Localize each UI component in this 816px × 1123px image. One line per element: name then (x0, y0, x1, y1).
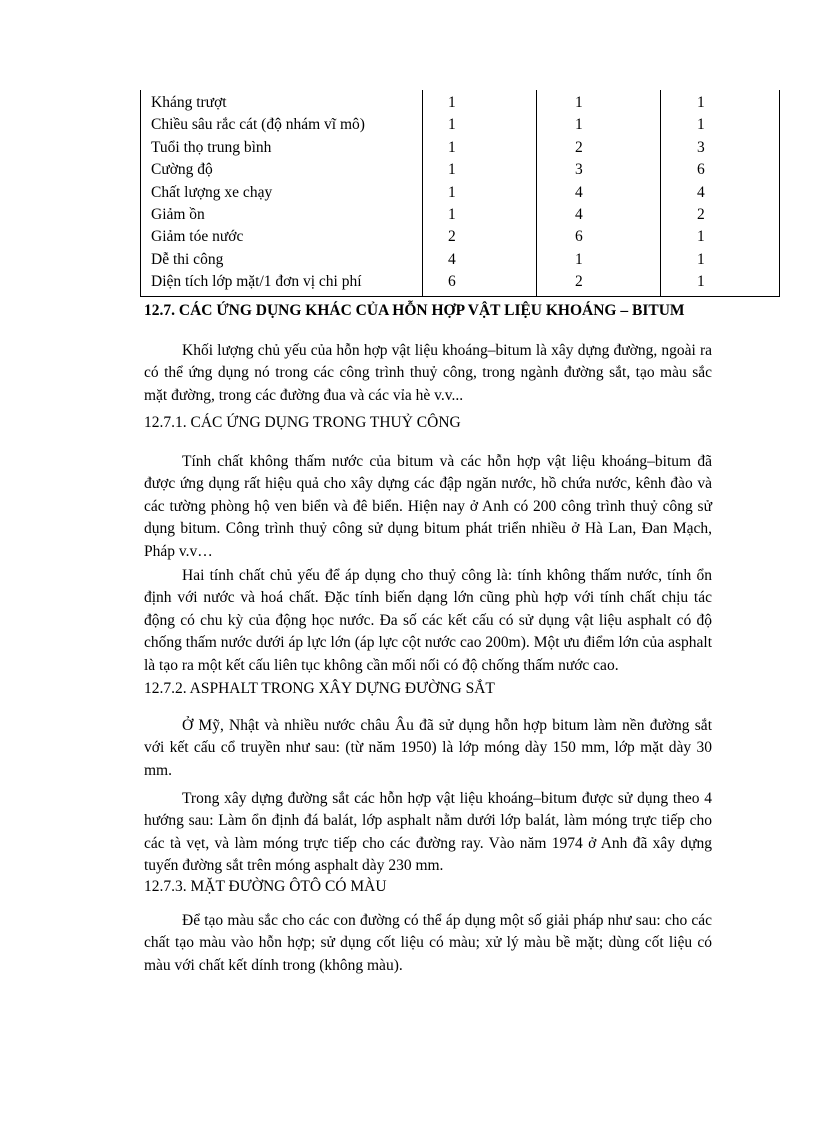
row-label: Diện tích lớp mặt/1 đơn vị chi phí (141, 271, 423, 296)
railway-paragraph-1 (144, 715, 712, 782)
value-col-1: 2 (423, 226, 537, 248)
subsection-heading-railway: 12.7.2. ASPHALT TRONG XÂY DỰNG ĐƯỜNG SẮT (144, 680, 495, 697)
value-col-1: 4 (423, 249, 537, 271)
value-col-1: 1 (423, 204, 537, 226)
section-title: 12.7. CÁC ỨNG DỤNG KHÁC CỦA HỖN HỢP VẬT LIỆU KHOÁNG – BITUM (144, 302, 685, 319)
value-col-2: 3 (537, 159, 661, 181)
criteria-table (140, 90, 780, 297)
value-col-1: 1 (423, 159, 537, 181)
criteria-table-body (141, 90, 780, 296)
paragraph-text: Ở Mỹ, Nhật và nhiều nước châu Âu đã sử dụng hỗn hợp bitum làm nền đường sắt với kết cấu cổ truyền như sau: (từ năm 1950) là lớp móng dày 150 mm, lớp mặt dày 30 mm. (144, 717, 712, 779)
row-label: Chất lượng xe chạy (141, 182, 423, 204)
value-col-1: 6 (423, 271, 537, 296)
paragraph-text: Hai tính chất chủ yếu để áp dụng cho thuỷ công là: tính không thấm nước, tính ổn định với nước và hoá chất. Đặc tính biến dạng lớn cũng phù hợp với tính chất chịu tác động có chu kỳ của động học nước. Đa số các kết cấu có sử dụng vật liệu asphalt có độ chống thấm nước dưới áp lực lớn (áp lực cột nước cao 200m). Một ưu điểm lớn của asphalt là tạo ra một kết cấu liên tục không cần mối nối có độ chống thấm nước cao. (144, 567, 712, 674)
value-col-3: 2 (661, 204, 780, 226)
row-label: Giảm tóe nước (141, 226, 423, 248)
value-col-1: 1 (423, 182, 537, 204)
value-col-3: 3 (661, 137, 780, 159)
subsection-heading-colored-road: 12.7.3. MẶT ĐƯỜNG ÔTÔ CÓ MÀU (144, 878, 387, 895)
value-col-1: 1 (423, 90, 537, 114)
table-row (141, 271, 780, 296)
row-label: Tuổi thọ trung bình (141, 137, 423, 159)
railway-paragraph-2 (144, 788, 712, 878)
criteria-table-wrapper (140, 90, 711, 297)
value-col-3: 1 (661, 90, 780, 114)
row-label: Cường độ (141, 159, 423, 181)
value-col-2: 1 (537, 90, 661, 114)
paragraph-text: Để tạo màu sắc cho các con đường có thể áp dụng một số giải pháp như sau: cho các chất tạo màu vào hỗn hợp; sử dụng cốt liệu có màu; xử lý màu bề mặt; dùng cốt liệu có màu với chất kết dính trong (không màu). (144, 912, 712, 974)
value-col-2: 2 (537, 137, 661, 159)
table-row (141, 249, 780, 271)
table-row (141, 114, 780, 136)
value-col-1: 1 (423, 114, 537, 136)
value-col-3: 1 (661, 114, 780, 136)
value-col-3: 6 (661, 159, 780, 181)
hydraulic-paragraph-2 (144, 565, 712, 677)
value-col-3: 1 (661, 226, 780, 248)
table-row (141, 90, 780, 114)
table-row (141, 204, 780, 226)
value-col-2: 6 (537, 226, 661, 248)
hydraulic-paragraph-1 (144, 451, 712, 563)
row-label: Kháng trượt (141, 90, 423, 114)
table-row (141, 226, 780, 248)
table-row (141, 182, 780, 204)
value-col-3: 1 (661, 271, 780, 296)
row-label: Giảm ồn (141, 204, 423, 226)
value-col-2: 1 (537, 249, 661, 271)
paragraph-text: Khối lượng chủ yếu của hỗn hợp vật liệu khoáng–bitum là xây dựng đường, ngoài ra có thể ứng dụng nó trong các công trình thuỷ công, trong ngành đường sắt, tạo màu sắc mặt đường, trong các đường đua và các vỉa hè v.v... (144, 342, 712, 404)
value-col-2: 1 (537, 114, 661, 136)
section-intro-paragraph (144, 340, 712, 407)
table-row (141, 159, 780, 181)
colored-road-paragraph-1 (144, 910, 712, 977)
value-col-2: 2 (537, 271, 661, 296)
value-col-2: 4 (537, 204, 661, 226)
paragraph-text: Tính chất không thấm nước của bitum và các hỗn hợp vật liệu khoáng–bitum đã được ứng dụng rất hiệu quả cho xây dựng các đập ngăn nước, hồ chứa nước, kênh đào và các tường phòng hộ ven biển và đê biển. Hiện nay ở Anh có 200 công trình thuỷ công sử dụng bitum. Công trình thuỷ công sử dụng bitum phát triển nhiều ở Hà Lan, Đan Mạch, Pháp v.v… (144, 453, 712, 560)
row-label: Chiều sâu rắc cát (độ nhám vĩ mô) (141, 114, 423, 136)
value-col-3: 4 (661, 182, 780, 204)
table-row (141, 137, 780, 159)
subsection-heading-hydraulic: 12.7.1. CÁC ỨNG DỤNG TRONG THUỶ CÔNG (144, 414, 461, 431)
value-col-3: 1 (661, 249, 780, 271)
paragraph-text: Trong xây dựng đường sắt các hỗn hợp vật liệu khoáng–bitum được sử dụng theo 4 hướng sau: Làm ổn định đá balát, lớp asphalt nằm dưới lớp balát, làm móng trực tiếp cho các tà vẹt, và làm móng trực tiếp cho các đường ray. Vào năm 1974 ở Anh đã xây dựng tuyến đường sắt trên móng asphalt dày 230 mm. (144, 790, 712, 875)
value-col-1: 1 (423, 137, 537, 159)
row-label: Dễ thi công (141, 249, 423, 271)
value-col-2: 4 (537, 182, 661, 204)
